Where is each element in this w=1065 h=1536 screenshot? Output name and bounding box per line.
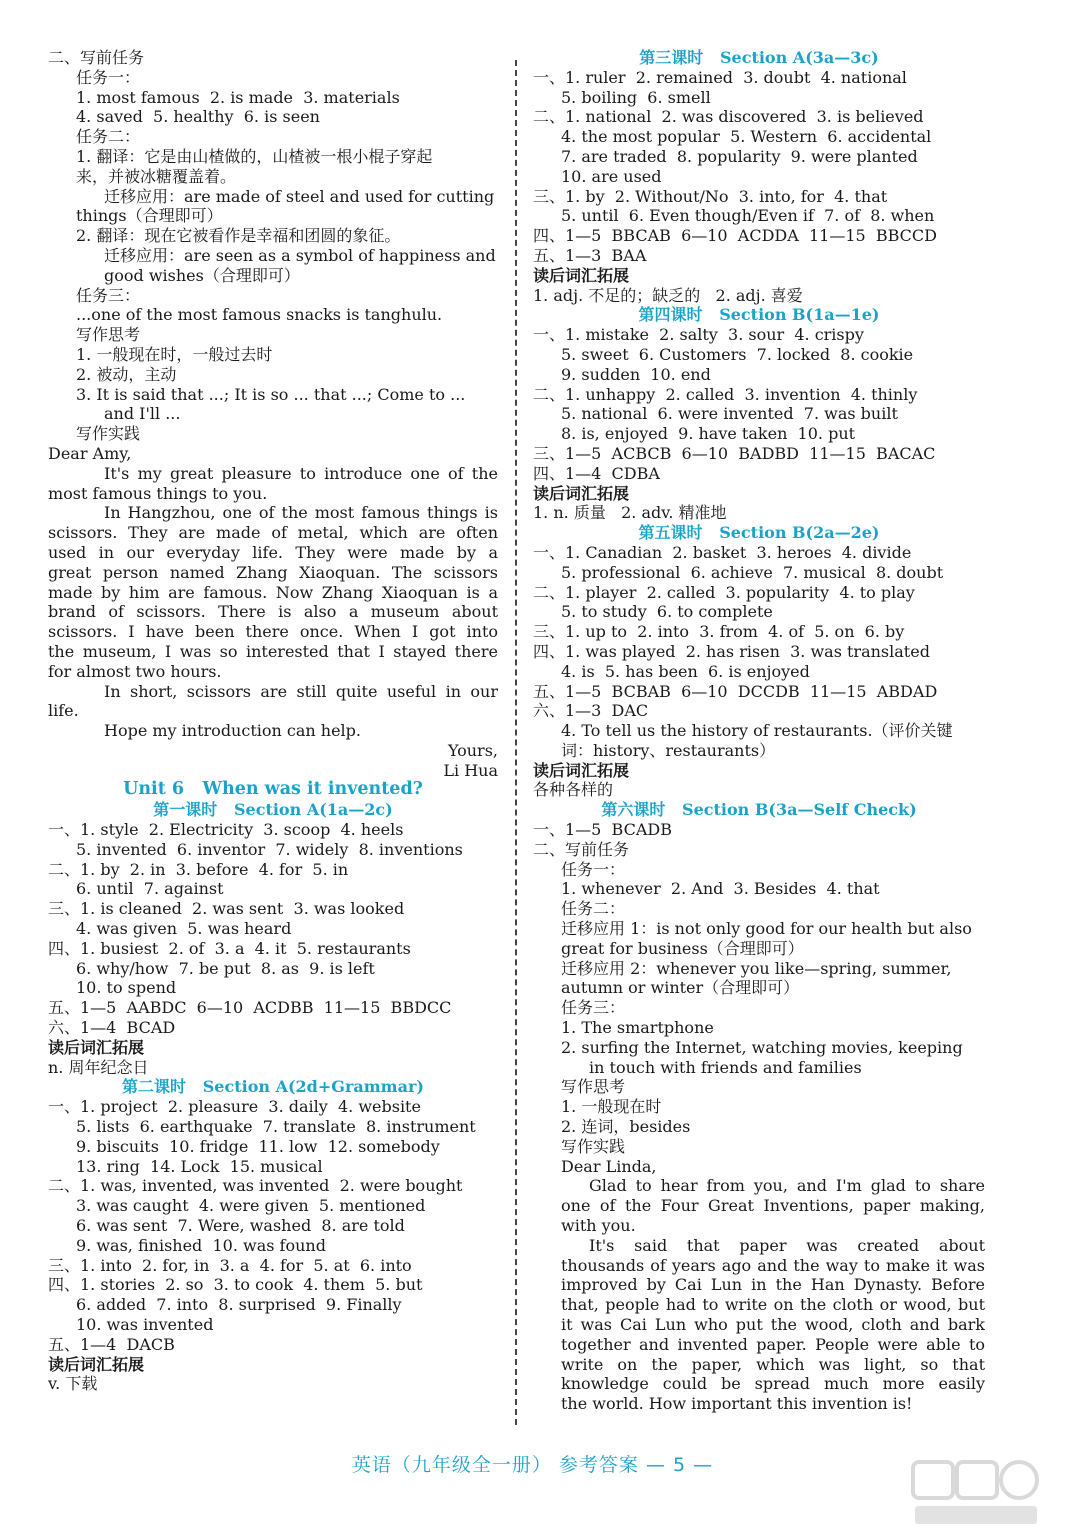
answer-line: 1. whenever 2. And 3. Besides 4. that bbox=[561, 879, 880, 899]
answer-line: the museum, I was so interested that I stayed there bbox=[48, 641, 498, 661]
answer-line: it was Cai Lun who put the wood, cloth and bark bbox=[561, 1315, 985, 1334]
answer-line: 四、1. was played 2. has risen 3. was translated bbox=[533, 641, 930, 661]
answer-line: 任务三： bbox=[76, 285, 141, 305]
answer-line: 1. The smartphone bbox=[561, 1018, 714, 1038]
answer-line: 五、1—5 AABDC 6—10 ACDBB 11—15 BBDCC bbox=[48, 998, 452, 1018]
section-heading: 第一课时 Section A(1a—2c) bbox=[153, 800, 393, 820]
answer-line: 三、1—5 ACBCB 6—10 BADBD 11—15 BACAC bbox=[533, 443, 936, 463]
answer-line: v. 下载 bbox=[48, 1374, 98, 1394]
answer-line: knowledge could be spread much more easily bbox=[561, 1374, 985, 1394]
answer-line: 读后词汇拓展 bbox=[533, 483, 630, 503]
answer-line: 3. was caught 4. were given 5. mentioned bbox=[76, 1196, 426, 1216]
answer-line: 4. was given 5. was heard bbox=[76, 919, 292, 939]
answer-line: 一、1. project 2. pleasure 3. daily 4. website bbox=[48, 1097, 421, 1117]
answer-line: scissors. They are made of metal, which are often bbox=[48, 523, 498, 543]
answer-line: with you. bbox=[561, 1216, 636, 1236]
answer-line: Glad to hear from you, and I'm glad to share bbox=[589, 1176, 985, 1196]
answer-line: 4. saved 5. healthy 6. is seen bbox=[76, 107, 320, 127]
answer-line: 1. 一般现在时，一般过去时 bbox=[76, 344, 273, 364]
answer-line: 四、1—5 BBCAB 6—10 ACDDA 11—15 BBCCD bbox=[533, 226, 937, 246]
answer-line: 10. are used bbox=[561, 166, 662, 186]
answer-line: 5. boiling 6. smell bbox=[561, 87, 711, 107]
answer-line: 三、1. is cleaned 2. was sent 3. was looked bbox=[48, 899, 405, 919]
answer-line: 一、1. style 2. Electricity 3. scoop 4. heels bbox=[48, 820, 404, 840]
answer-line: thousands of years ago and the way to make it was bbox=[561, 1255, 985, 1275]
column-divider bbox=[515, 60, 517, 1425]
answer-line: 读后词汇拓展 bbox=[533, 265, 630, 285]
right-column bbox=[533, 48, 985, 1414]
answer-line: 一、1. ruler 2. remained 3. doubt 4. national bbox=[533, 67, 907, 87]
answer-line: 三、1. into 2. for, in 3. a 4. for 5. at 6. into bbox=[48, 1255, 412, 1275]
unit-title: Unit 6 When was it invented? bbox=[123, 780, 423, 800]
answer-line: 4. the most popular 5. Western 6. accidental bbox=[561, 127, 932, 147]
answer-line: 6. added 7. into 8. surprised 9. Finally bbox=[76, 1295, 402, 1315]
answer-line: 五、1—3 BAA bbox=[533, 245, 647, 265]
answer-line: 写作思考 bbox=[561, 1077, 626, 1097]
answer-line: one of the Four Great Inventions, paper making, bbox=[561, 1196, 985, 1216]
answer-line: 1. 翻译：它是由山楂做的，山楂被一根小棍子穿起 bbox=[76, 146, 433, 166]
answer-line: 2. surfing the Internet, watching movies, keeping bbox=[561, 1037, 963, 1057]
answer-line: 1. adj. 不足的；缺乏的 2. adj. 喜爱 bbox=[533, 285, 803, 305]
answer-line: 迁移应用：are made of steel and used for cutting bbox=[104, 186, 495, 206]
answer-line: 任务二： bbox=[76, 127, 141, 147]
section-heading: 第五课时 Section B(2a—2e) bbox=[638, 523, 880, 543]
answer-line: 五、1—4 DACB bbox=[48, 1334, 175, 1354]
answer-line: Yours, bbox=[447, 740, 498, 760]
answer-line: 任务一： bbox=[561, 859, 626, 879]
answer-line: scissors. I have been there once. When I got into bbox=[48, 622, 498, 642]
answer-line: 2. 连词，besides bbox=[561, 1117, 691, 1137]
answer-line: 5. invented 6. inventor 7. widely 8. inventions bbox=[76, 839, 463, 859]
answer-line: 5. until 6. Even though/Even if 7. of 8. when bbox=[561, 206, 935, 226]
answer-line: 读后词汇拓展 bbox=[48, 1037, 145, 1057]
answer-line: 四、1—4 CDBA bbox=[533, 463, 660, 483]
answer-line: 写作思考 bbox=[76, 325, 141, 345]
answer-line: 4. is 5. has been 6. is enjoyed bbox=[561, 661, 810, 681]
answer-line: 一、1. mistake 2. salty 3. sour 4. crispy bbox=[533, 325, 864, 345]
answer-line: 任务二： bbox=[561, 899, 626, 919]
answer-line: 任务三： bbox=[561, 998, 626, 1018]
section-heading: 第四课时 Section B(1a—1e) bbox=[638, 305, 880, 325]
answer-line: in touch with friends and families bbox=[589, 1057, 862, 1077]
answer-line: 二、写前任务 bbox=[533, 839, 630, 859]
answer-line: 6. why/how 7. be put 8. as 9. is left bbox=[76, 958, 375, 978]
answer-line: 三、1. up to 2. into 3. from 4. of 5. on 6. by bbox=[533, 622, 905, 642]
answer-line: that, people had to write on the cloth or wood, but bbox=[561, 1295, 985, 1315]
answer-line: Hope my introduction can help. bbox=[104, 721, 361, 741]
answer-line: and I'll ... bbox=[104, 404, 181, 424]
section-heading: 第二课时 Section A(2d+Grammar) bbox=[122, 1077, 424, 1097]
answer-line: life. bbox=[48, 701, 79, 721]
answer-line: things（合理即可） bbox=[76, 206, 223, 226]
answer-line: Li Hua bbox=[443, 760, 498, 780]
answer-line: 1. n. 质量 2. adv. 精准地 bbox=[533, 503, 727, 523]
answer-line: 6. until 7. against bbox=[76, 879, 224, 899]
answer-line: the world. How important this invention is! bbox=[561, 1394, 913, 1414]
answer-line: 二、1. player 2. called 3. popularity 4. to play bbox=[533, 582, 915, 602]
section-heading: 第三课时 Section A(3a—3c) bbox=[639, 48, 879, 67]
answer-line: 10. to spend bbox=[76, 978, 177, 998]
answer-line: 9. biscuits 10. fridge 11. low 12. somebody bbox=[76, 1136, 440, 1156]
answer-line: 5. national 6. were invented 7. was built bbox=[561, 404, 898, 424]
watermark-logo bbox=[911, 1458, 1041, 1528]
answer-line: made by him are famous. Now Zhang Xiaoquan is a bbox=[48, 582, 498, 602]
answer-line: 13. ring 14. Lock 15. musical bbox=[76, 1156, 323, 1176]
answer-line: Dear Amy, bbox=[48, 443, 132, 463]
answer-line: 四、1. stories 2. so 3. to cook 4. them 5. but bbox=[48, 1275, 423, 1295]
answer-line: 写作实践 bbox=[561, 1136, 626, 1156]
answer-line: improved by Cai Lun in the Han Dynasty. Before bbox=[561, 1275, 985, 1295]
page-footer: 英语（九年级全一册） 参考答案 — 5 — bbox=[351, 1454, 714, 1476]
answer-line: n. 周年纪念日 bbox=[48, 1057, 149, 1077]
left-column bbox=[48, 48, 498, 1394]
answer-line: 5. sweet 6. Customers 7. locked 8. cookie bbox=[561, 344, 914, 364]
answer-line: 二、写前任务 bbox=[48, 48, 145, 67]
answer-line: 三、1. by 2. Without/No 3. into, for 4. that bbox=[533, 186, 888, 206]
answer-line: good wishes（合理即可） bbox=[104, 265, 300, 285]
answer-line: 迁移应用：are seen as a symbol of happiness and bbox=[104, 245, 496, 265]
answer-line: 5. professional 6. achieve 7. musical 8. doubt bbox=[561, 562, 944, 582]
answer-line: In Hangzhou, one of the most famous things is bbox=[104, 503, 498, 523]
answer-line: write on the paper, which was light, so that bbox=[561, 1354, 985, 1374]
answer-line: 写作实践 bbox=[76, 424, 141, 444]
answer-line: 4. To tell us the history of restaurants.（评价关键 bbox=[561, 721, 953, 741]
answer-line: 来，并被冰糖覆盖着。 bbox=[76, 166, 237, 186]
answer-line: 1. most famous 2. is made 3. materials bbox=[76, 87, 400, 107]
answer-line: Dear Linda, bbox=[561, 1156, 657, 1176]
answer-line: 5. to study 6. to complete bbox=[561, 602, 773, 622]
answer-line: 2. 翻译：现在它被看作是幸福和团圆的象征。 bbox=[76, 226, 401, 246]
section-heading: 第六课时 Section B(3a—Self Check) bbox=[601, 800, 917, 820]
answer-line: 二、1. by 2. in 3. before 4. for 5. in bbox=[48, 859, 349, 879]
answer-line: used in our everyday life. They were made by a bbox=[48, 542, 498, 562]
answer-line: autumn or winter（合理即可） bbox=[561, 978, 800, 998]
answer-line: great person named Zhang Xiaoquan. The scissors bbox=[48, 562, 498, 582]
answer-line: 六、1—4 BCAD bbox=[48, 1018, 176, 1038]
answer-line: most famous things to you. bbox=[48, 483, 268, 503]
answer-line: 词：history、restaurants） bbox=[561, 740, 776, 760]
answer-line: 读后词汇拓展 bbox=[533, 760, 630, 780]
answer-line: 各种各样的 bbox=[533, 780, 614, 800]
answer-line: 6. was sent 7. Were, washed 8. are told bbox=[76, 1216, 405, 1236]
answer-line: 迁移应用 2：whenever you like—spring, summer, bbox=[561, 958, 952, 978]
answer-line: 2. 被动，主动 bbox=[76, 364, 177, 384]
answer-line: ...one of the most famous snacks is tanghulu. bbox=[76, 305, 443, 325]
answer-line: 四、1. busiest 2. of 3. a 4. it 5. restaurants bbox=[48, 938, 411, 958]
answer-line: great for business（合理即可） bbox=[561, 938, 804, 958]
answer-line: It's my great pleasure to introduce one of the bbox=[104, 463, 498, 483]
answer-line: 二、1. was, invented, was invented 2. were bought bbox=[48, 1176, 463, 1196]
answer-line: 二、1. national 2. was discovered 3. is believed bbox=[533, 107, 924, 127]
answer-line: 7. are traded 8. popularity 9. were planted bbox=[561, 146, 918, 166]
answer-line: In short, scissors are still quite useful in our bbox=[104, 681, 498, 701]
answer-line: 3. It is said that ...; It is so ... that ...; Come to ... bbox=[76, 384, 466, 404]
answer-line: 8. is, enjoyed 9. have taken 10. put bbox=[561, 424, 856, 444]
answer-line: for almost two hours. bbox=[48, 661, 222, 681]
answer-line: 一、1—5 BCADB bbox=[533, 820, 672, 840]
answer-line: 9. was, finished 10. was found bbox=[76, 1235, 326, 1255]
answer-line: 1. 一般现在时 bbox=[561, 1097, 662, 1117]
answer-line: 9. sudden 10. end bbox=[561, 364, 711, 384]
answer-line: It's said that paper was created about bbox=[589, 1235, 985, 1255]
answer-line: 六、1—3 DAC bbox=[533, 701, 649, 721]
answer-line: 五、1—5 BCBAB 6—10 DCCDB 11—15 ABDAD bbox=[533, 681, 938, 701]
answer-line: 读后词汇拓展 bbox=[48, 1354, 145, 1374]
answer-line: 10. was invented bbox=[76, 1315, 214, 1334]
answer-line: together and invented paper. People were able to bbox=[561, 1334, 985, 1354]
answer-line: brand of scissors. There is also a museum about bbox=[48, 602, 498, 622]
answer-line: 任务一： bbox=[76, 67, 141, 87]
answer-line: 二、1. unhappy 2. called 3. invention 4. thinly bbox=[533, 384, 918, 404]
answer-line: 迁移应用 1：is not only good for our health but also bbox=[561, 919, 972, 939]
answer-line: 一、1. Canadian 2. basket 3. heroes 4. divide bbox=[533, 542, 912, 562]
answer-line: 5. lists 6. earthquake 7. translate 8. instrument bbox=[76, 1117, 476, 1137]
